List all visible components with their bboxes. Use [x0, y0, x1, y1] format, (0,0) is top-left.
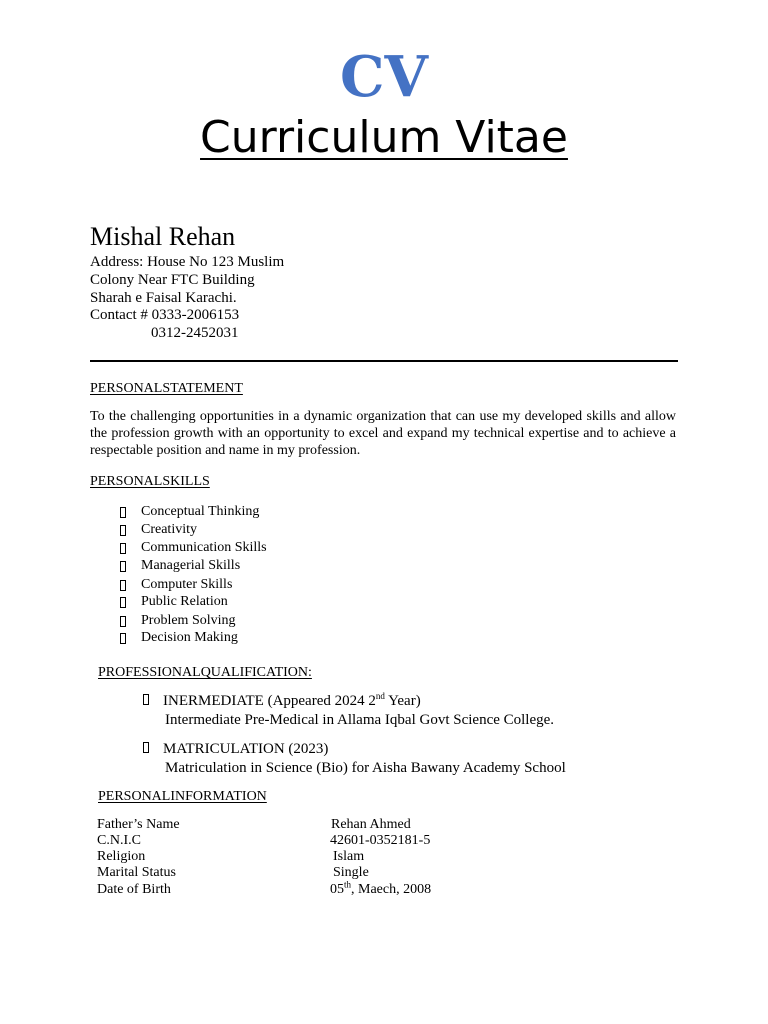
skill-item: [120, 576, 232, 594]
bullet-box-icon: [120, 525, 126, 536]
skill-item: [120, 629, 238, 647]
bullet-box-icon: [120, 507, 126, 518]
bullet-box-icon: [143, 742, 149, 753]
address-line-2: Colony Near FTC Building: [90, 272, 255, 288]
statement-heading: PERSONALSTATEMENT: [90, 381, 243, 396]
bullet-box-icon: [143, 694, 149, 705]
address-line-1: Address: House No 123 Muslim: [90, 254, 285, 270]
skill-item: [120, 539, 267, 557]
religion-value: Islam: [333, 849, 365, 864]
qualification-title: MATRICULATION (2023): [143, 740, 328, 759]
dob-value: 05th, Maech, 2008: [330, 879, 432, 897]
skill-label: Communication Skills: [141, 540, 267, 555]
skill-label: Creativity: [141, 522, 197, 537]
qualification-detail: Intermediate Pre-Medical in Allama Iqbal Govt Science College.: [165, 712, 555, 728]
marital-status-value: Single: [333, 865, 369, 880]
applicant-name: Mishal Rehan: [90, 222, 236, 251]
contact-phone-2: 0312-2452031: [151, 325, 239, 341]
skill-item: [120, 593, 228, 611]
cnic-label: C.N.I.C: [97, 833, 141, 848]
skill-label: Managerial Skills: [141, 558, 241, 573]
personal-info-heading: PERSONALINFORMATION: [98, 789, 267, 804]
bullet-box-icon: [120, 561, 126, 572]
skill-item: [120, 503, 259, 521]
contact-phone-1: Contact # 0333-2006153: [90, 307, 240, 323]
dob-label: Date of Birth: [97, 882, 171, 897]
skill-item: [120, 557, 240, 575]
divider: [90, 360, 678, 362]
skill-label: Decision Making: [141, 630, 238, 645]
father-name-value: Rehan Ahmed: [331, 817, 411, 832]
bullet-box-icon: [120, 543, 126, 554]
skill-item: [120, 521, 197, 539]
skill-label: Computer Skills: [141, 577, 233, 592]
qualification-title: INERMEDIATE (Appeared 2024 2nd Year): [143, 692, 421, 711]
bullet-box-icon: [120, 597, 126, 608]
address-line-3: Sharah e Faisal Karachi.: [90, 290, 237, 306]
bullet-box-icon: [120, 616, 126, 627]
skills-heading: PERSONALSKILLS: [90, 474, 210, 489]
cv-mark: CV: [339, 44, 429, 110]
skill-item: [120, 612, 236, 630]
skill-label: Problem Solving: [141, 613, 236, 628]
bullet-box-icon: [120, 580, 126, 591]
qualification-detail: Matriculation in Science (Bio) for Aisha Bawany Academy School: [165, 760, 566, 776]
qualification-heading: PROFESSIONALQUALIFICATION:: [98, 665, 312, 680]
father-name-label: Father’s Name: [97, 817, 180, 832]
marital-status-label: Marital Status: [97, 865, 176, 880]
bullet-box-icon: [120, 633, 126, 644]
statement-text: To the challenging opportunities in a dynamic organization that can use my developed skills and allow the profession growth with an opportunity to excel and expand my technical expertise and to achieve a respectable position and name in my profession.: [90, 409, 676, 458]
skill-label: Conceptual Thinking: [141, 504, 260, 519]
page-title: Curriculum Vitae: [200, 112, 568, 163]
skill-label: Public Relation: [141, 594, 228, 609]
cnic-value: 42601-0352181-5: [330, 833, 431, 848]
religion-label: Religion: [97, 849, 146, 864]
